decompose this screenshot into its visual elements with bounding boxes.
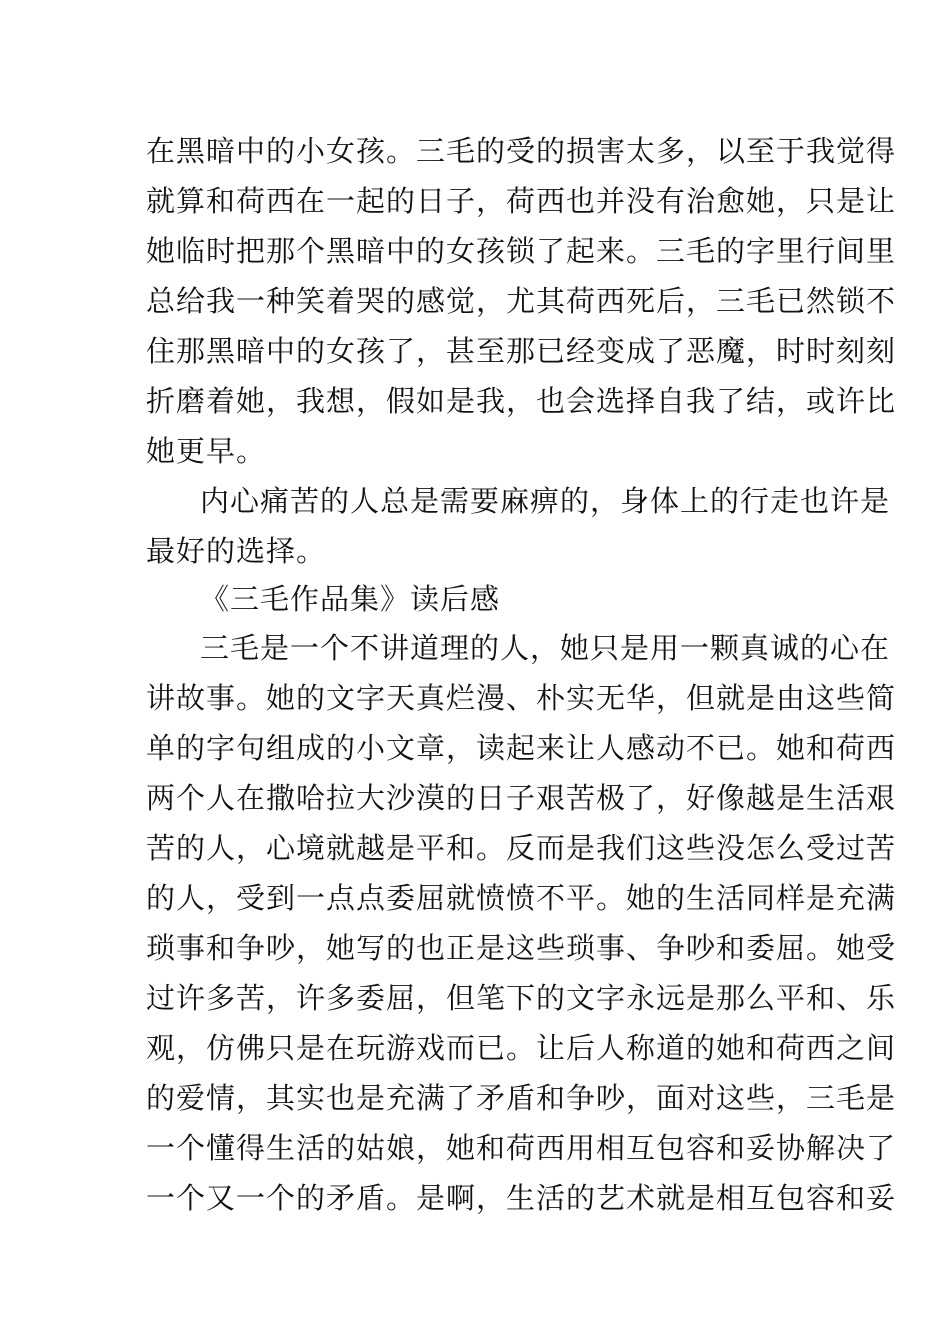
paragraph-1-line: 住那黑暗中的女孩了，甚至那已经变成了恶魔，时时刻刻 — [146, 334, 897, 368]
section-heading: 《三毛作品集》读后感 — [200, 582, 501, 616]
paragraph-1-line: 总给我一种笑着哭的感觉，尤其荷西死后，三毛已然锁不 — [146, 284, 897, 318]
paragraph-3-line: 单的字句组成的小文章，读起来让人感动不已。她和荷西 — [146, 731, 897, 765]
paragraph-3-line: 三毛是一个不讲道理的人，她只是用一颗真诚的心在 — [200, 631, 891, 665]
paragraph-2-line: 内心痛苦的人总是需要麻痹的，身体上的行走也许是 — [200, 484, 891, 518]
paragraph-3-line: 观，仿佛只是在玩游戏而已。让后人称道的她和荷西之间 — [146, 1031, 897, 1065]
paragraph-3-line: 一个又一个的矛盾。是啊，生活的艺术就是相互包容和妥 — [146, 1181, 897, 1215]
paragraph-2-line: 最好的选择。 — [146, 534, 327, 568]
paragraph-3-line: 琐事和争吵，她写的也正是这些琐事、争吵和委屈。她受 — [146, 931, 897, 965]
paragraph-3-line: 过许多苦，许多委屈，但笔下的文字永远是那么平和、乐 — [146, 981, 897, 1015]
paragraph-3-line: 苦的人，心境就越是平和。反而是我们这些没怎么受过苦 — [146, 831, 897, 865]
paragraph-1-line: 她更早。 — [146, 434, 267, 468]
paragraph-3-line: 一个懂得生活的姑娘，她和荷西用相互包容和妥协解决了 — [146, 1131, 897, 1165]
paragraph-1-line: 折磨着她，我想，假如是我，也会选择自我了结，或许比 — [146, 384, 897, 418]
paragraph-3-line: 两个人在撒哈拉大沙漠的日子艰苦极了，好像越是生活艰 — [146, 781, 897, 815]
paragraph-1-line: 在黑暗中的小女孩。三毛的受的损害太多，以至于我觉得 — [146, 134, 897, 168]
paragraph-3-line: 的爱情，其实也是充满了矛盾和争吵，面对这些，三毛是 — [146, 1081, 897, 1115]
paragraph-1-line: 就算和荷西在一起的日子，荷西也并没有治愈她，只是让 — [146, 184, 897, 218]
paragraph-3-line: 讲故事。她的文字天真烂漫、朴实无华，但就是由这些简 — [146, 681, 897, 715]
paragraph-1-line: 她临时把那个黑暗中的女孩锁了起来。三毛的字里行间里 — [146, 234, 897, 268]
paragraph-3-line: 的人，受到一点点委屈就愤愤不平。她的生活同样是充满 — [146, 881, 897, 915]
